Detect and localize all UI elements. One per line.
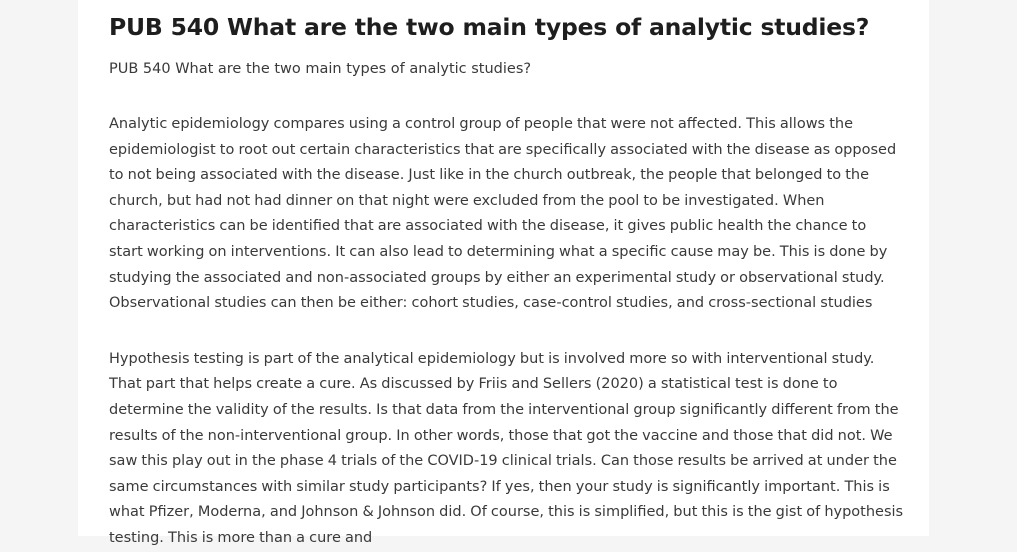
paragraph-hypothesis-testing: Hypothesis testing is part of the analytical epidemiology but is involved more so with interventional study. That part that helps create a cure. As discussed by Friis and Sellers (2020) a statistical test is done to determine the validity of the results. Is that data from the interventional group significantly different from the results of the non-interventional group. In other words, those that got the vaccine and those that did not. We saw this play out in the phase 4 trials of the COVID-19 clinical trials. Can those results be arrived at under the same circumstances with similar study participants? If yes, then your study is significantly important. This is what Pfizer, Moderna, and Johnson & Johnson did. Of course, this is simplified, but this is the gist of hypothesis testing. This is more than a cure and — [109, 350, 904, 546]
article-subtitle: PUB 540 What are the two main types of analytic studies? — [109, 61, 532, 77]
paragraph-analytic-epidemiology: Analytic epidemiology compares using a control group of people that were not affected. This allows the epidemiologist to root out certain characteristics that are specifically associated with the disease as opposed to not being associated with the disease. Just like in the church outbreak, the people that belonged to the church, but had not had dinner on that night were excluded from the pool to be investigated. When characteristics can be identified that are associated with the disease, it gives public health the chance to start working on interventions. It can also lead to determining what a specific cause may be. This is done by studying the associated and non-associated groups by either an experimental study or observational study. Observational studies can then be either: cohort studies, case-control studies, and cross-sectional studies — [109, 116, 897, 312]
article-content — [109, 0, 904, 552]
page-title: PUB 540 What are the two main types of analytic studies? — [109, 13, 870, 41]
article-page — [78, 0, 929, 546]
